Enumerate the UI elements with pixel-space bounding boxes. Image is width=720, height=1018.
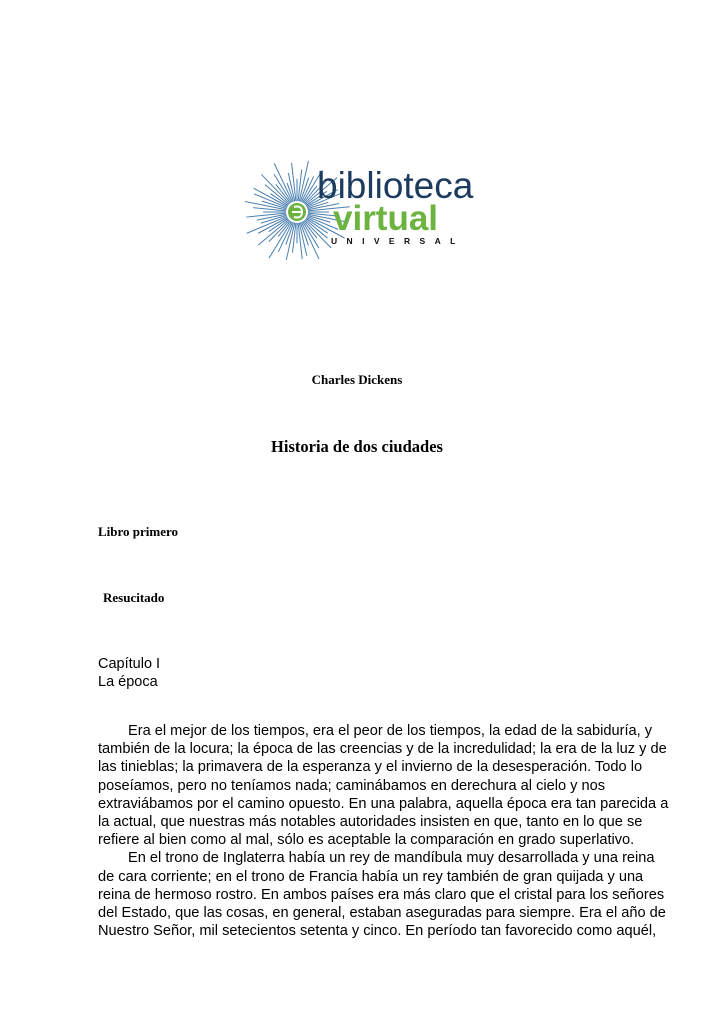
logo-universal: UNIVERSAL (331, 236, 465, 246)
paragraph-line: Nuestro Señor, mil setecientos setenta y cinco. En período tan favorecido como aquél, (98, 923, 657, 940)
paragraph-line: también de la locura; la época de las creencias y de la incredulidad; la era de la luz y de (98, 741, 667, 758)
paragraph-line: En el trono de Inglaterra había un rey de mandíbula muy desarrollada y una reina (128, 850, 655, 867)
paragraph-line: refiere al bien como al mal, sólo es aceptable la comparación en grado superlativo. (98, 832, 635, 849)
chapter-name: La época (98, 674, 158, 690)
logo-ray (301, 222, 318, 259)
paragraph-line: reina de hermoso rostro. En ambos países era más claro que el cristal para los señores (98, 886, 665, 903)
author: Charles Dickens (311, 372, 403, 387)
book-title: Historia de dos ciudades (271, 437, 443, 456)
chapter-number: Capítulo I (98, 656, 161, 672)
logo-biblioteca: biblioteca (317, 165, 474, 206)
logo-ray (305, 219, 327, 238)
logo-ray (247, 216, 287, 233)
paragraph-line: Era el mejor de los tiempos, era el peor de los tiempos, la edad de la sabiduría, y (128, 723, 653, 739)
logo-ray (253, 208, 286, 211)
paragraph-line: de cara corriente; en el trono de Francia había un rey también de gran quijada y una (98, 868, 644, 885)
logo-ray (262, 175, 290, 204)
chapter-heading (98, 655, 160, 691)
logo-ray (269, 220, 290, 241)
book-part-heading: Libro primero (98, 524, 179, 539)
book-part-subtitle: Resucitado (103, 590, 165, 605)
logo-ray (274, 163, 292, 202)
paragraph-line: las tinieblas; la primavera de la esperanza y el invierno de la desesperación. Todo lo (98, 759, 643, 776)
starburst-logo-icon (245, 160, 475, 260)
logo-ray (258, 219, 288, 245)
paragraph-line: poseíamos, pero no teníamos nada; caminábamos en derechura al cielo y nos (98, 777, 606, 794)
biblioteca-virtual-logo (245, 160, 475, 260)
paragraph-line: la actual, que nuestras más notables autoridades insisten en que, tanto en lo que se (98, 814, 643, 831)
logo-ray (293, 223, 296, 253)
paragraph-line: del Estado, que las cosas, en general, estaban aseguradas para siempre. Era el año de (98, 905, 666, 922)
paragraph-line: extraviábamos por el camino opuesto. En una palabra, aquella época era tan parecida a (98, 795, 669, 812)
logo-virtual: virtual (333, 199, 439, 238)
chapter-body (98, 722, 668, 940)
